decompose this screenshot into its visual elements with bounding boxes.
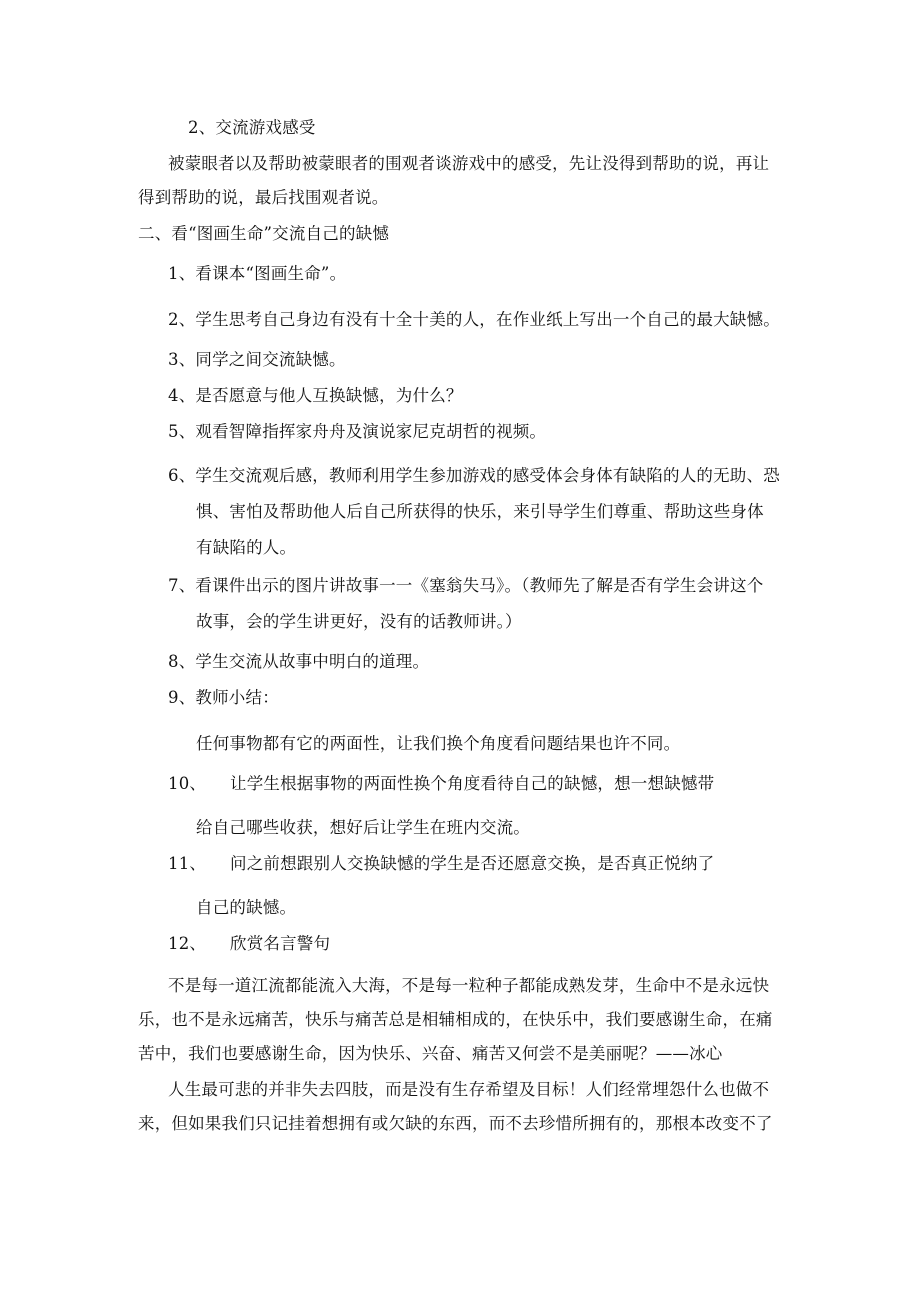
list-item-text: 欣赏名言警句 [230, 934, 331, 953]
section-heading: 二、看“图画生命”交流自己的缺憾 [138, 224, 390, 243]
quote-line: 乐，也不是永远痛苦，快乐与痛苦总是相辅相成的，在快乐中，我们要感谢生命，在痛 [138, 1010, 773, 1029]
list-item-number: 10、 [168, 774, 207, 793]
list-item: 3、同学之间交流缺憾。 [168, 350, 346, 369]
quote-line: 不是每一道江流都能流入大海，不是每一粒种子都能成熟发芽，生命中不是永远快 [168, 976, 770, 995]
list-item: 9、教师小结： [168, 688, 279, 707]
quote-line: 人生最可悲的并非失去四肢，而是没有生存希望及目标！人们经常埋怨什么也做不 [168, 1080, 770, 1099]
list-item: 8、学生交流从故事中明白的道理。 [168, 652, 430, 671]
list-item [168, 934, 330, 954]
list-item: 1、看课本“图画生命”。 [168, 264, 347, 283]
list-item-text: 让学生根据事物的两面性换个角度看待自己的缺憾，想一想缺憾带 [230, 774, 715, 793]
list-item: 5、观看智障指挥家舟舟及演说家尼克胡哲的视频。 [168, 422, 547, 441]
list-item-number: 12、 [168, 934, 207, 953]
paragraph-line: 被蒙眼者以及帮助被蒙眼者的围观者谈游戏中的感受，先让没得到帮助的说，再让 [168, 154, 770, 173]
list-item-number: 11、 [168, 854, 207, 873]
list-item [168, 854, 714, 874]
item-2-title: 2、交流游戏感受 [188, 118, 316, 137]
list-item: 6、学生交流观后感，教师利用学生参加游戏的感受体会身体有缺陷的人的无助、恐 [168, 466, 780, 485]
summary-text: 任何事物都有它的两面性，让我们换个角度看问题结果也许不同。 [196, 734, 681, 753]
list-item [168, 774, 714, 794]
quote-line: 来，但如果我们只记挂着想拥有或欠缺的东西，而不去珍惜所拥有的，那根本改变不了 [138, 1114, 773, 1133]
list-item-continuation: 有缺陷的人。 [196, 538, 297, 557]
list-item-continuation: 故事，会的学生讲更好，没有的话教师讲。） [196, 612, 522, 631]
list-item-continuation: 给自己哪些收获，想好后让学生在班内交流。 [196, 818, 530, 837]
list-item: 2、学生思考自己身边有没有十全十美的人，在作业纸上写出一个自己的最大缺憾。 [168, 310, 780, 329]
list-item-continuation: 惧、害怕及帮助他人后自己所获得的快乐，来引导学生们尊重、帮助这些身体 [196, 502, 764, 521]
list-item: 4、是否愿意与他人互换缺憾，为什么？ [168, 386, 463, 405]
paragraph-line: 得到帮助的说，最后找围观者说。 [138, 188, 389, 207]
list-item: 7、看课件出示的图片讲故事一一《塞翁失马》。（教师先了解是否有学生会讲这个 [168, 576, 764, 595]
quote-line: 苦中，我们也要感谢生命，因为快乐、兴奋、痛苦又何尝不是美丽呢？——冰心 [138, 1044, 723, 1063]
list-item-text: 问之前想跟别人交换缺憾的学生是否还愿意交换，是否真正悦纳了 [230, 854, 715, 873]
list-item-continuation: 自己的缺憾。 [196, 898, 297, 917]
